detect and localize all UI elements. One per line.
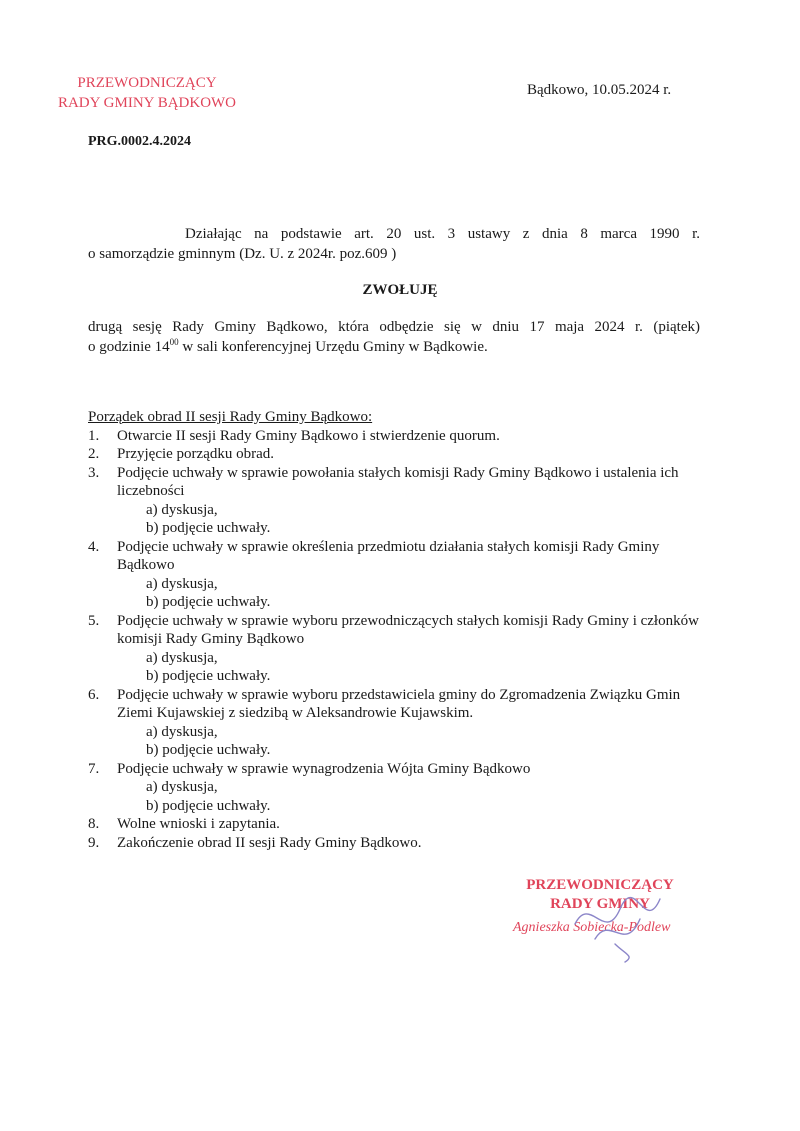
agenda-item-number: 2. bbox=[88, 446, 100, 462]
agenda-subitem-discussion: a) dyskusja, bbox=[146, 501, 218, 518]
agenda-item-text: Podjęcie uchwały w sprawie wynagrodzenia Wójta Gminy Bądkowo bbox=[117, 760, 531, 777]
agenda-subitem-resolution: b) podjęcie uchwały. bbox=[146, 797, 271, 814]
agenda-item bbox=[88, 427, 708, 446]
reference-number: PRG.0002.4.2024 bbox=[88, 134, 192, 149]
legal-basis-line-1: Działając na podstawie art. 20 ust. 3 ustawy z dnia 8 marca 1990 r. bbox=[185, 226, 700, 242]
agenda-item-text: Otwarcie II sesji Rady Gminy Bądkowo i stwierdzenie quorum. bbox=[117, 427, 500, 444]
session-location-text: w sali konferencyjnej Urzędu Gminy w Bądkowie. bbox=[178, 339, 488, 355]
agenda-item bbox=[88, 760, 708, 816]
signature-stamp bbox=[505, 876, 695, 936]
agenda-item-number: 8. bbox=[88, 816, 100, 832]
session-paragraph bbox=[88, 317, 700, 357]
agenda-subitem-resolution: b) podjęcie uchwały. bbox=[146, 668, 271, 684]
agenda-subitem-discussion: a) dyskusja, bbox=[146, 723, 218, 740]
signature-name: Agnieszka Sobiecka-Podlew bbox=[513, 920, 671, 935]
handwritten-signature-icon bbox=[565, 884, 675, 964]
agenda-item bbox=[88, 445, 708, 464]
agenda-item-text: Wolne wnioski i zapytania. bbox=[117, 816, 280, 832]
document-heading: ZWOŁUJĘ bbox=[362, 282, 438, 298]
signature-title-line-1: PRZEWODNICZĄCY bbox=[526, 877, 674, 893]
stamp-line-2: RADY GMINY BĄDKOWO bbox=[57, 95, 237, 111]
agenda-item bbox=[88, 834, 708, 853]
agenda-item bbox=[88, 815, 708, 834]
council-chairman-header-stamp bbox=[52, 73, 242, 113]
session-line-2 bbox=[88, 339, 488, 355]
agenda-item bbox=[88, 538, 708, 612]
session-line-1: drugą sesję Rady Gminy Bądkowo, która odbędzie się w dniu 17 maja 2024 r. (piątek) bbox=[88, 319, 700, 335]
signature-title-line-2: RADY GMINY bbox=[550, 896, 650, 912]
agenda-subitem-discussion: a) dyskusja, bbox=[146, 575, 218, 592]
agenda-item bbox=[88, 612, 708, 686]
agenda-item-text: Przyjęcie porządku obrad. bbox=[117, 446, 275, 462]
document-date: Bądkowo, 10.05.2024 r. bbox=[527, 82, 672, 98]
agenda-subitem-resolution: b) podjęcie uchwały. bbox=[146, 742, 271, 758]
agenda-item-text: Podjęcie uchwały w sprawie określenia przedmiotu działania stałych komisji Rady Gminy Bądkowo bbox=[117, 538, 660, 573]
stamp-line-1: PRZEWODNICZĄCY bbox=[77, 75, 217, 91]
session-time-minutes: 00 bbox=[169, 337, 179, 347]
agenda-item-number: 5. bbox=[88, 612, 100, 629]
agenda-subitem-discussion: a) dyskusja, bbox=[146, 649, 218, 666]
agenda-item-text: Podjęcie uchwały w sprawie powołania stałych komisji Rady Gminy Bądkowo i ustalenia ich liczebności bbox=[117, 464, 679, 499]
legal-basis-paragraph bbox=[88, 224, 700, 264]
agenda-item-number: 9. bbox=[88, 834, 100, 851]
agenda-item-text: Podjęcie uchwały w sprawie wyboru przewodniczących stałych komisji Rady Gminy i członków komisji Rady Gminy Bądkowo bbox=[117, 612, 699, 647]
agenda-item-number: 4. bbox=[88, 538, 100, 555]
agenda-item bbox=[88, 464, 708, 538]
agenda-item-number: 7. bbox=[88, 760, 100, 777]
agenda-item-number: 1. bbox=[88, 427, 100, 444]
agenda-item bbox=[88, 686, 708, 760]
session-time-text: o godzinie 14 bbox=[88, 339, 170, 355]
agenda-item-text: Zakończenie obrad II sesji Rady Gminy Bądkowo. bbox=[117, 834, 422, 851]
agenda-item-text: Podjęcie uchwały w sprawie wyboru przedstawiciela gminy do Zgromadzenia Związku Gmin Ziemi Kujawskiej z siedzibą w Aleksandrowie Kujawskim. bbox=[117, 686, 681, 721]
agenda-subitem-resolution: b) podjęcie uchwały. bbox=[146, 520, 271, 536]
agenda-item-number: 3. bbox=[88, 464, 100, 481]
legal-basis-line-2: o samorządzie gminnym (Dz. U. z 2024r. poz.609 ) bbox=[88, 246, 397, 262]
agenda-title: Porządek obrad II sesji Rady Gminy Bądkowo: bbox=[88, 409, 373, 425]
agenda-subitem-resolution: b) podjęcie uchwały. bbox=[146, 594, 271, 610]
agenda-item-number: 6. bbox=[88, 686, 100, 703]
agenda-subitem-discussion: a) dyskusja, bbox=[146, 779, 218, 795]
agenda bbox=[88, 408, 708, 852]
